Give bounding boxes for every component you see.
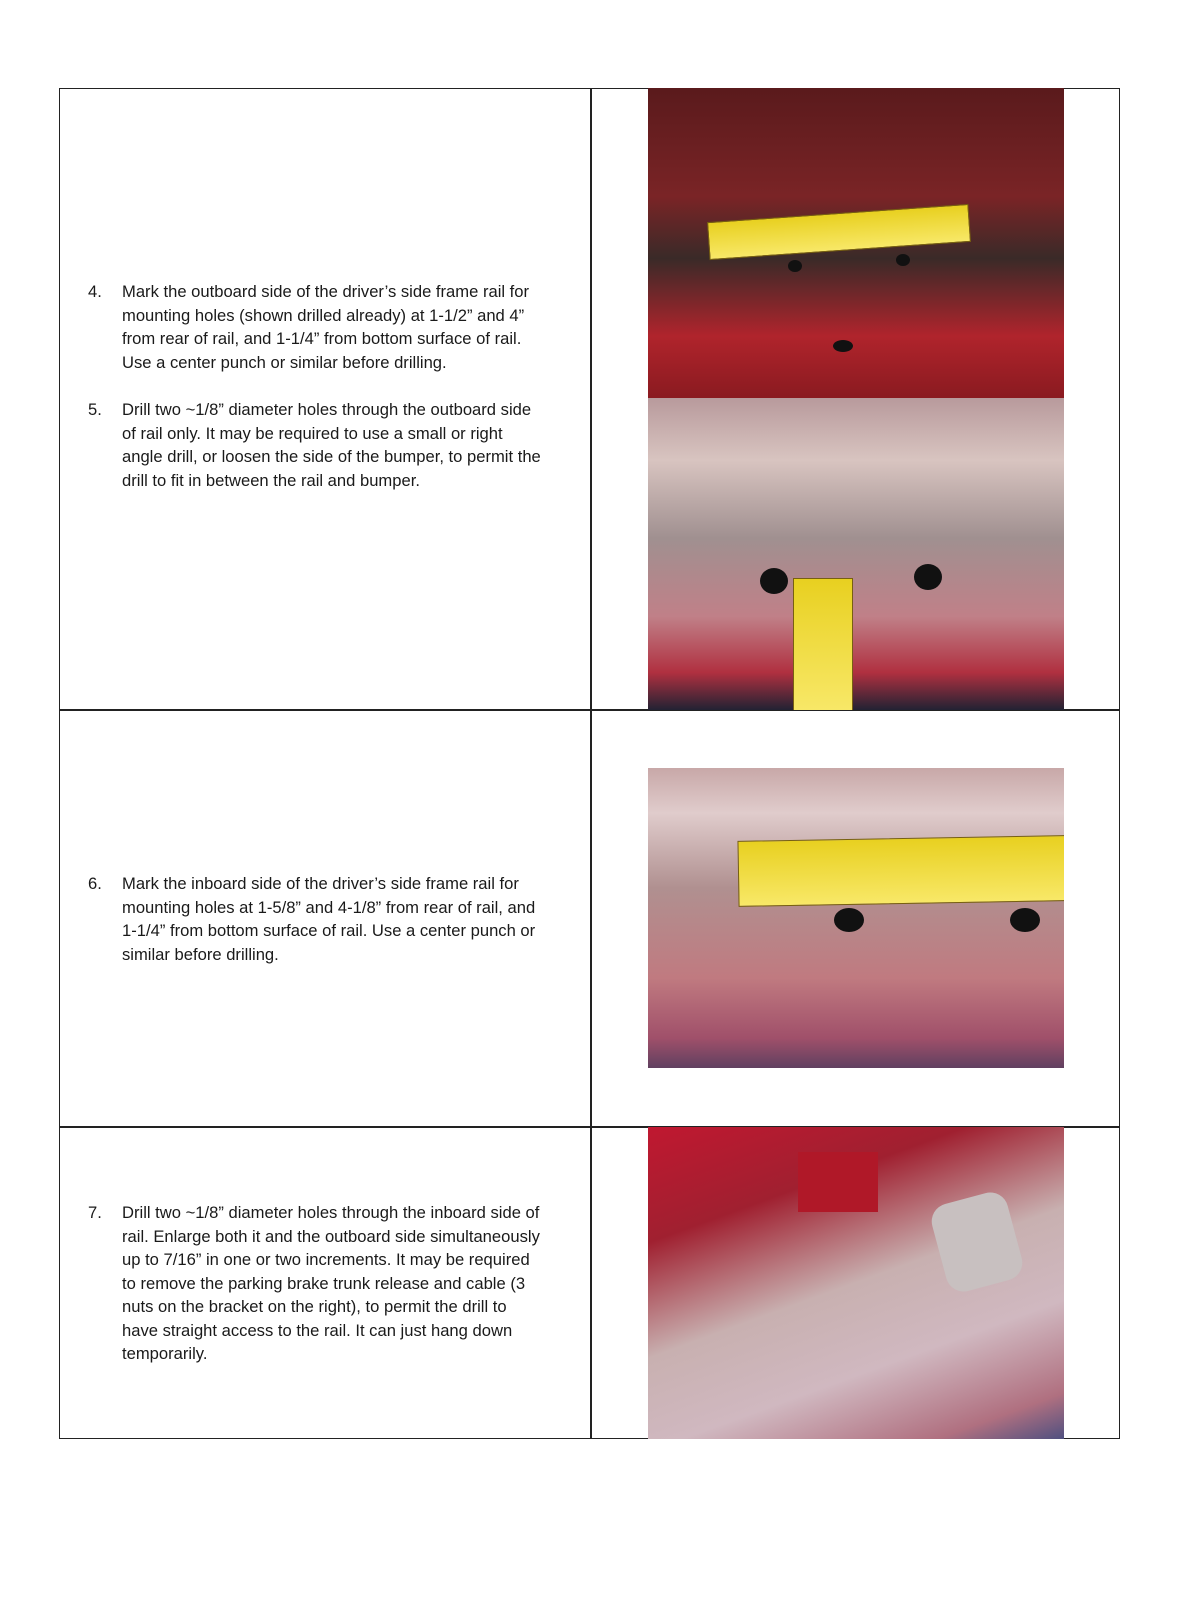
step-text-line: from rear of rail, and 1-1/4” from bottom surface of rail.: [122, 329, 522, 348]
tape-measure: [737, 835, 1064, 907]
step-text-line: 1-1/4” from bottom surface of rail. Use a center punch or: [122, 921, 536, 940]
photo-outboard-rail-measurement: [648, 88, 1064, 398]
release-bracket: [928, 1188, 1027, 1295]
tape-measure: [793, 578, 853, 710]
step-text-line: Mark the inboard side of the driver’s side frame rail for: [122, 874, 519, 893]
step-text-line: have straight access to the rail. It can just hang down: [122, 1320, 513, 1340]
hole: [914, 564, 942, 590]
hole: [1010, 908, 1040, 932]
photo-inboard-rail-measurement: [648, 768, 1064, 1068]
step-text-line: angle drill, or loosen the side of the bumper, to permit the: [122, 447, 541, 466]
step-7: [88, 1201, 583, 1366]
step-text-line: of rail only. It may be required to use a small or right: [122, 423, 503, 443]
step-6: [88, 872, 583, 966]
photo-outboard-holes-drilled: [648, 398, 1064, 710]
hole: [788, 260, 802, 272]
step-5: [88, 398, 583, 492]
column-divider: [590, 88, 592, 1439]
hole: [896, 254, 910, 266]
step-number: 7.: [88, 1203, 102, 1222]
step-text-line: to remove the parking brake trunk release and cable (3: [122, 1273, 526, 1293]
step-text-line: temporarily.: [122, 1344, 208, 1363]
step-number: 5.: [88, 400, 102, 419]
photo-parking-brake-release-bracket: [648, 1127, 1064, 1439]
step-text-line: Drill two ~1/8” diameter holes through the outboard side: [122, 400, 532, 419]
step-text-line: mounting holes at 1-5/8” and 4-1/8” from rear of rail, and: [122, 897, 536, 917]
step-text-line: nuts on the bracket on the right), to permit the drill to: [122, 1297, 507, 1316]
hole: [760, 568, 788, 594]
step-number: 6.: [88, 874, 102, 893]
hole: [833, 340, 853, 352]
step-text-line: drill to fit in between the rail and bumper.: [122, 470, 420, 490]
step-4: [88, 280, 583, 374]
step-text-line: Mark the outboard side of the driver’s side frame rail for: [122, 282, 530, 301]
hole: [834, 908, 864, 932]
step-text-line: Drill two ~1/8” diameter holes through the inboard side of: [122, 1203, 540, 1222]
step-number: 4.: [88, 282, 102, 301]
step-text-line: mounting holes (shown drilled already) at 1-1/2” and 4”: [122, 305, 525, 325]
step-text-line: up to 7/16” in one or two increments. It may be required: [122, 1250, 530, 1269]
step-text-line: Use a center punch or similar before drilling.: [122, 352, 447, 372]
step-text-line: similar before drilling.: [122, 944, 279, 964]
step-text-line: rail. Enlarge both it and the outboard side simultaneously: [122, 1226, 540, 1246]
red-bracket: [798, 1152, 878, 1212]
tape-measure: [707, 204, 971, 260]
